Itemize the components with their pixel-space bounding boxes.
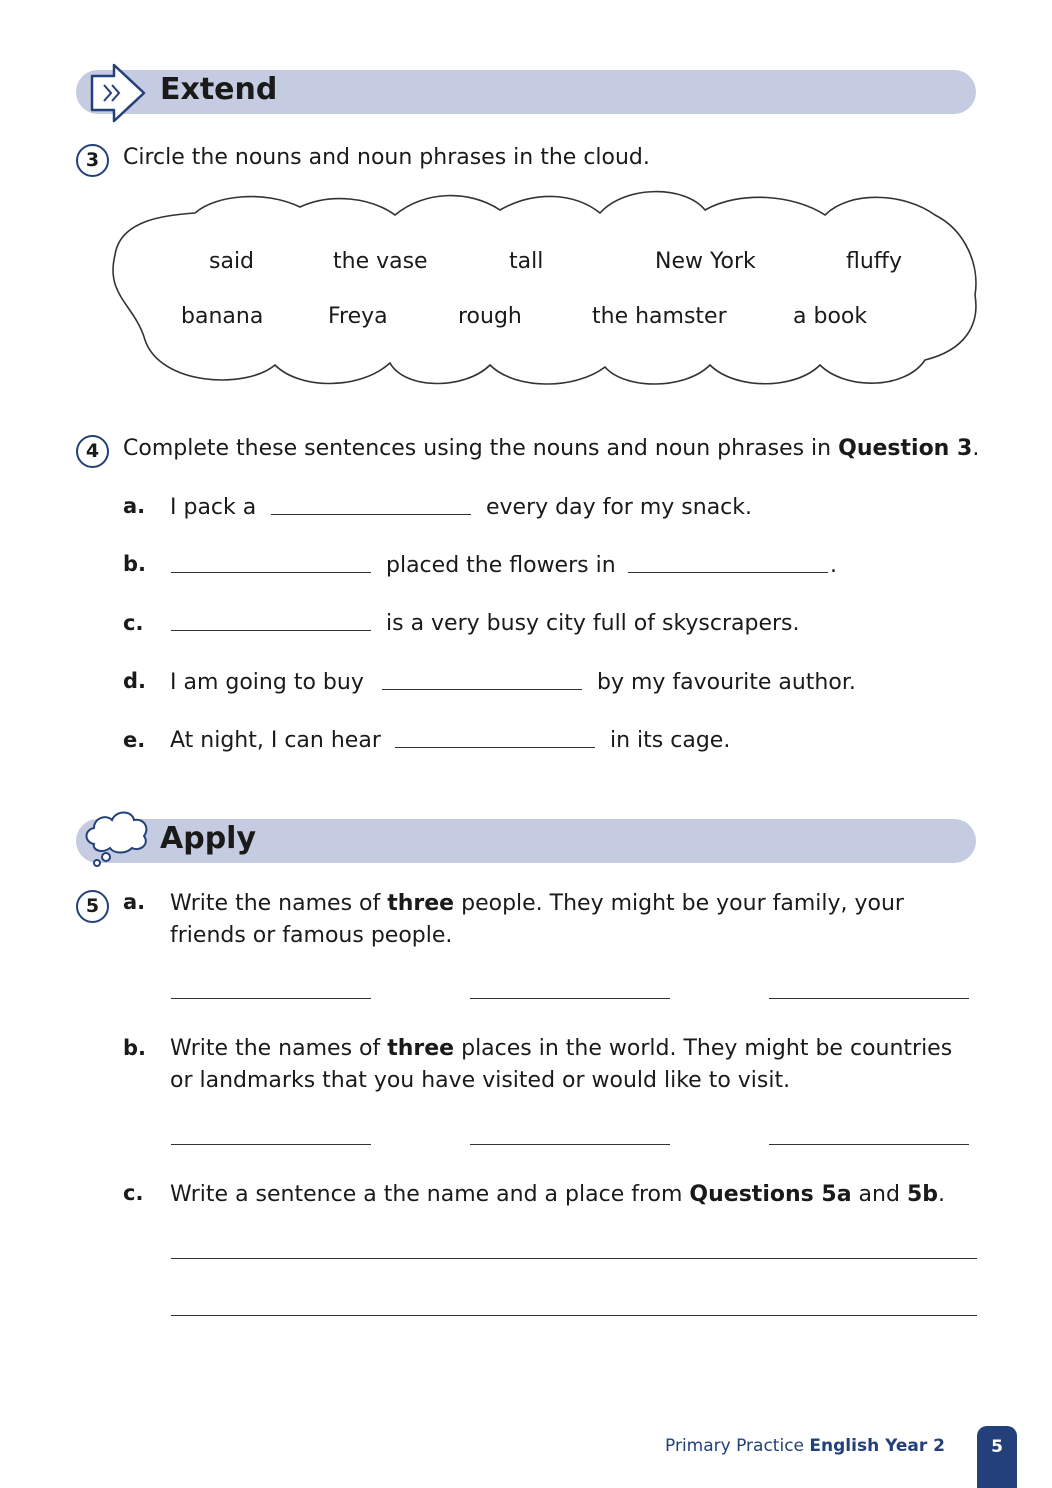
- question-number-3: 3: [76, 144, 109, 177]
- answer-line-5c-1[interactable]: [171, 1258, 977, 1259]
- item-4b-post: .: [830, 553, 837, 578]
- answer-line-5b-1[interactable]: [171, 1144, 371, 1145]
- item-5b-post: places in the world. They might be countries or landmarks that you have visited or would like to visit.: [170, 1036, 953, 1093]
- item-4e-pre: At night, I can hear: [170, 728, 381, 753]
- cloud-word-fluffy[interactable]: fluffy: [846, 249, 902, 274]
- item-5c-text: [170, 1179, 945, 1211]
- item-4b-letter: b.: [123, 552, 147, 576]
- double-chevron-arrow-icon: [84, 62, 150, 124]
- item-5c-pre: Write a sentence a the name and a place from: [170, 1182, 683, 1207]
- cloud-word-the-vase[interactable]: the vase: [333, 249, 428, 274]
- item-5c-bold-2: 5b: [906, 1182, 938, 1207]
- cloud-word-said[interactable]: said: [209, 249, 255, 274]
- item-5c-mid: and: [858, 1182, 900, 1207]
- cloud-word-freya[interactable]: Freya: [328, 304, 388, 329]
- item-4c-letter: c.: [123, 611, 144, 635]
- item-5b-bold: three: [387, 1036, 455, 1061]
- thought-cloud-icon: [82, 806, 152, 868]
- item-5c-end: .: [938, 1182, 945, 1207]
- item-4a-letter: a.: [123, 494, 146, 518]
- item-5a-post: people. They might be your family, your friends or famous people.: [170, 891, 904, 948]
- item-5a-pre: Write the names of: [170, 891, 381, 916]
- cloud-word-banana[interactable]: banana: [181, 304, 264, 329]
- extend-title: Extend: [160, 72, 278, 107]
- item-5b-text: [170, 1033, 960, 1097]
- item-5a-bold: three: [387, 891, 455, 916]
- cloud-word-the-hamster[interactable]: the hamster: [592, 304, 727, 329]
- item-5a-letter: a.: [123, 890, 146, 914]
- answer-line-4b-2[interactable]: [628, 572, 828, 573]
- question-3-prompt: Circle the nouns and noun phrases in the cloud.: [123, 145, 650, 170]
- item-4e-letter: e.: [123, 728, 146, 752]
- item-5c-letter: c.: [123, 1181, 144, 1205]
- cloud-word-a-book[interactable]: a book: [793, 304, 868, 329]
- answer-line-4c[interactable]: [171, 630, 371, 631]
- item-5a-text: [170, 888, 960, 952]
- answer-line-5c-2[interactable]: [171, 1315, 977, 1316]
- question-4-prompt-text: Complete these sentences using the nouns and noun phrases in: [123, 436, 832, 461]
- item-5c-bold-1: Questions 5a: [689, 1182, 852, 1207]
- answer-line-4e[interactable]: [395, 747, 595, 748]
- footer-book-title: English Year 2: [809, 1436, 945, 1456]
- answer-line-4d[interactable]: [382, 689, 582, 690]
- question-number-5: 5: [76, 890, 109, 923]
- item-4e-post: in its cage.: [610, 728, 731, 753]
- answer-line-4b-1[interactable]: [171, 572, 371, 573]
- word-cloud-shape: [105, 185, 985, 400]
- answer-line-5a-2[interactable]: [470, 998, 670, 999]
- page-number: 5: [977, 1426, 1017, 1488]
- item-4c-post: is a very busy city full of skyscrapers.: [386, 611, 800, 636]
- answer-line-5a-3[interactable]: [769, 998, 969, 999]
- answer-line-5a-1[interactable]: [171, 998, 371, 999]
- item-4d-letter: d.: [123, 669, 147, 693]
- item-5b-letter: b.: [123, 1036, 147, 1060]
- apply-title: Apply: [160, 821, 257, 856]
- item-4d-pre: I am going to buy: [170, 670, 364, 695]
- footer-series-title: [665, 1436, 945, 1456]
- question-number-4: 4: [76, 435, 109, 468]
- footer-series: Primary Practice: [665, 1436, 804, 1456]
- item-4a-post: every day for my snack.: [486, 495, 753, 520]
- answer-line-5b-2[interactable]: [470, 1144, 670, 1145]
- answer-line-5b-3[interactable]: [769, 1144, 969, 1145]
- question-4-prompt-end: .: [972, 436, 980, 461]
- question-4-prompt: [123, 433, 979, 465]
- cloud-word-rough[interactable]: rough: [458, 304, 522, 329]
- item-5b-pre: Write the names of: [170, 1036, 381, 1061]
- cloud-word-tall[interactable]: tall: [509, 249, 544, 274]
- item-4a-pre: I pack a: [170, 495, 257, 520]
- answer-line-4a[interactable]: [271, 514, 471, 515]
- cloud-word-new-york[interactable]: New York: [655, 249, 756, 274]
- item-4d-post: by my favourite author.: [597, 670, 856, 695]
- question-4-prompt-ref: Question 3: [838, 436, 973, 461]
- item-4b-mid: placed the flowers in: [386, 553, 616, 578]
